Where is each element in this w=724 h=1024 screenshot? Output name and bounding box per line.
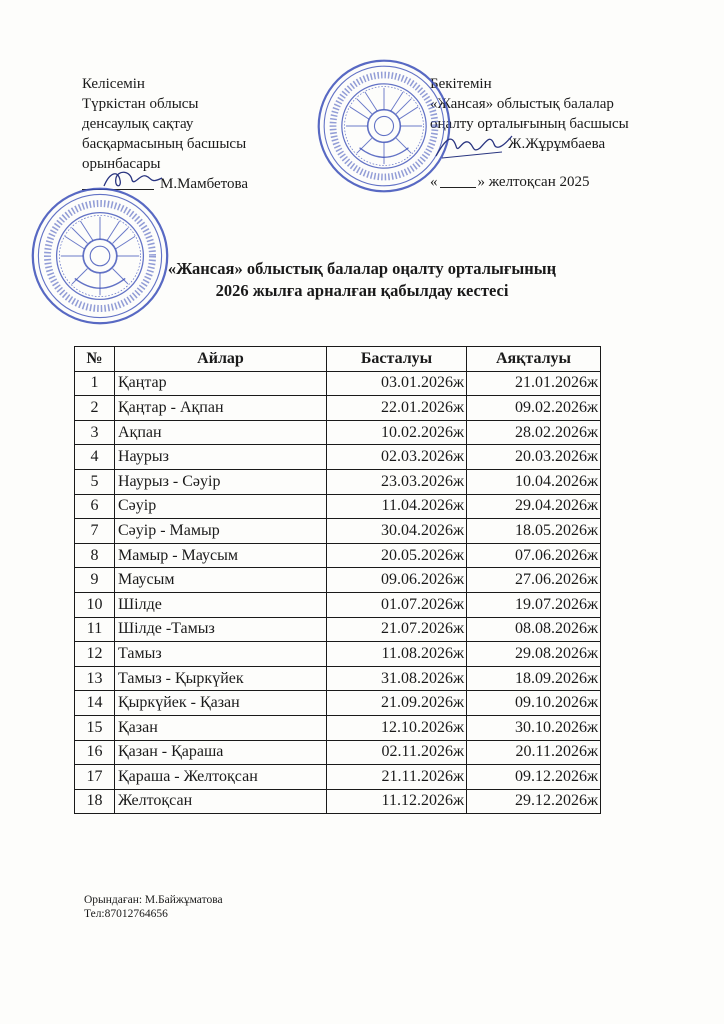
- table-row: [75, 396, 601, 421]
- row-number: 14: [75, 691, 115, 716]
- row-start-date: 21.07.2026ж: [327, 617, 467, 642]
- row-start-date: 23.03.2026ж: [327, 469, 467, 494]
- row-end-date: 08.08.2026ж: [467, 617, 601, 642]
- row-start-date: 01.07.2026ж: [327, 592, 467, 617]
- row-end-date: 30.10.2026ж: [467, 715, 601, 740]
- header-number: №: [75, 347, 115, 372]
- table-row: [75, 420, 601, 445]
- approval-right-date: желтоқсан 2025: [488, 174, 590, 190]
- row-number: 12: [75, 642, 115, 667]
- row-start-date: 22.01.2026ж: [327, 396, 467, 421]
- row-number: 16: [75, 740, 115, 765]
- table-row: [75, 371, 601, 396]
- row-start-date: 30.04.2026ж: [327, 519, 467, 544]
- row-month: Қазан: [115, 715, 327, 740]
- header-month: Айлар: [115, 347, 327, 372]
- table-row: [75, 543, 601, 568]
- row-end-date: 10.04.2026ж: [467, 469, 601, 494]
- table-body: [75, 371, 601, 814]
- row-number: 5: [75, 469, 115, 494]
- header-end: Аяқталуы: [467, 347, 601, 372]
- document-title: [0, 258, 724, 302]
- title-line-1: «Жансая» облыстық балалар оңалту орталығының: [167, 259, 557, 278]
- row-end-date: 28.02.2026ж: [467, 420, 601, 445]
- table-row: [75, 765, 601, 790]
- approval-left-line: басқармасының басшысы: [82, 136, 247, 152]
- row-month: Қазан - Қараша: [115, 740, 327, 765]
- row-month: Тамыз: [115, 642, 327, 667]
- approval-right-line: Бекітемін: [430, 76, 492, 92]
- row-month: Ақпан: [115, 420, 327, 445]
- row-number: 3: [75, 420, 115, 445]
- row-start-date: 11.08.2026ж: [327, 642, 467, 667]
- row-number: 8: [75, 543, 115, 568]
- row-end-date: 29.08.2026ж: [467, 642, 601, 667]
- row-end-date: 18.05.2026ж: [467, 519, 601, 544]
- row-start-date: 02.03.2026ж: [327, 445, 467, 470]
- row-number: 9: [75, 568, 115, 593]
- row-month: Наурыз: [115, 445, 327, 470]
- row-number: 18: [75, 789, 115, 814]
- row-start-date: 12.10.2026ж: [327, 715, 467, 740]
- row-month: Сәуір - Мамыр: [115, 519, 327, 544]
- row-month: Қаңтар: [115, 371, 327, 396]
- row-end-date: 09.02.2026ж: [467, 396, 601, 421]
- seal-icon: [30, 186, 170, 326]
- approval-left-line: орынбасары: [82, 156, 161, 172]
- row-end-date: 09.12.2026ж: [467, 765, 601, 790]
- table-header-row: [75, 347, 601, 372]
- table-row: [75, 494, 601, 519]
- executor-phone: Тел:87012764656: [84, 908, 168, 920]
- table-row: [75, 789, 601, 814]
- row-start-date: 21.11.2026ж: [327, 765, 467, 790]
- row-month: Шілде -Тамыз: [115, 617, 327, 642]
- table-row: [75, 666, 601, 691]
- table-row: [75, 691, 601, 716]
- row-end-date: 19.07.2026ж: [467, 592, 601, 617]
- row-month: Наурыз - Сәуір: [115, 469, 327, 494]
- row-start-date: 20.05.2026ж: [327, 543, 467, 568]
- approval-right-signer: Ж.Жұрұмбаева: [508, 136, 606, 152]
- row-number: 4: [75, 445, 115, 470]
- signature-icon: [432, 128, 518, 162]
- row-end-date: 18.09.2026ж: [467, 666, 601, 691]
- approval-right-line: «Жансая» облыстық балалар: [430, 96, 614, 112]
- table-row: [75, 592, 601, 617]
- row-number: 13: [75, 666, 115, 691]
- row-month: Желтоқсан: [115, 789, 327, 814]
- approval-right-date-row: [430, 172, 629, 192]
- row-start-date: 02.11.2026ж: [327, 740, 467, 765]
- row-number: 2: [75, 396, 115, 421]
- approval-right-line: оңалту орталығының басшысы: [430, 116, 629, 132]
- table-row: [75, 642, 601, 667]
- table-row: [75, 740, 601, 765]
- row-start-date: 11.04.2026ж: [327, 494, 467, 519]
- row-start-date: 09.06.2026ж: [327, 568, 467, 593]
- table-row: [75, 519, 601, 544]
- table-row: [75, 715, 601, 740]
- seal-icon: [316, 58, 452, 194]
- row-number: 15: [75, 715, 115, 740]
- row-end-date: 27.06.2026ж: [467, 568, 601, 593]
- row-end-date: 20.11.2026ж: [467, 740, 601, 765]
- row-start-date: 21.09.2026ж: [327, 691, 467, 716]
- row-month: Қыркүйек - Қазан: [115, 691, 327, 716]
- table-row: [75, 469, 601, 494]
- row-end-date: 07.06.2026ж: [467, 543, 601, 568]
- row-end-date: 29.04.2026ж: [467, 494, 601, 519]
- approval-left-line: денсаулық сақтау: [82, 116, 194, 132]
- row-end-date: 09.10.2026ж: [467, 691, 601, 716]
- row-number: 1: [75, 371, 115, 396]
- row-start-date: 11.12.2026ж: [327, 789, 467, 814]
- title-line-2: 2026 жылға арналған қабылдау кестесі: [215, 281, 509, 300]
- row-month: Тамыз - Қыркүйек: [115, 666, 327, 691]
- row-start-date: 10.02.2026ж: [327, 420, 467, 445]
- schedule-table: [74, 346, 601, 814]
- row-end-date: 21.01.2026ж: [467, 371, 601, 396]
- row-month: Сәуір: [115, 494, 327, 519]
- row-number: 11: [75, 617, 115, 642]
- row-end-date: 29.12.2026ж: [467, 789, 601, 814]
- row-start-date: 31.08.2026ж: [327, 666, 467, 691]
- table-row: [75, 617, 601, 642]
- row-start-date: 03.01.2026ж: [327, 371, 467, 396]
- approval-left-line: Түркістан облысы: [82, 96, 199, 112]
- row-month: Маусым: [115, 568, 327, 593]
- table-row: [75, 445, 601, 470]
- row-month: Шілде: [115, 592, 327, 617]
- row-number: 17: [75, 765, 115, 790]
- table-row: [75, 568, 601, 593]
- row-number: 7: [75, 519, 115, 544]
- row-end-date: 20.03.2026ж: [467, 445, 601, 470]
- approval-left-line: Келісемін: [82, 76, 145, 92]
- signature-icon: [100, 166, 170, 192]
- footer: [84, 893, 223, 921]
- row-month: Қараша - Желтоқсан: [115, 765, 327, 790]
- row-number: 6: [75, 494, 115, 519]
- date-open-quote: «: [430, 174, 438, 190]
- row-number: 10: [75, 592, 115, 617]
- date-close-quote: »: [477, 174, 485, 190]
- approval-left-signer: М.Мамбетова: [160, 176, 249, 192]
- header-start: Басталуы: [327, 347, 467, 372]
- row-month: Мамыр - Маусым: [115, 543, 327, 568]
- row-month: Қаңтар - Ақпан: [115, 396, 327, 421]
- executor-name: Орындаған: М.Байжұматова: [84, 894, 223, 906]
